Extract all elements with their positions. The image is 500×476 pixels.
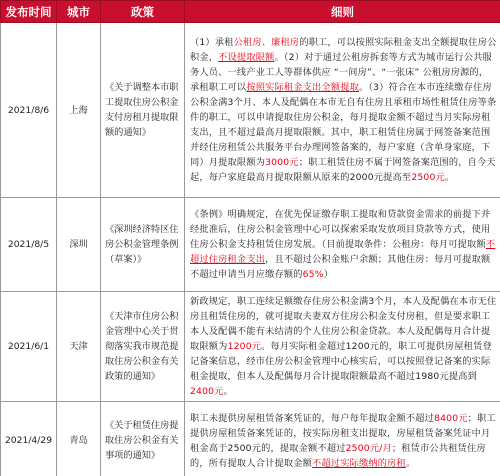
row-detail — [185, 292, 500, 402]
table-row — [1, 23, 500, 198]
row-date: 2021/4/29 — [1, 402, 57, 476]
row-policy: 《深圳经济特区住房公积金管理条例（草案）》 — [101, 198, 185, 292]
highlight-text: 1200元 — [227, 341, 262, 352]
row-policy: 《关于调整本市职工提取住房公积金支付房租月提取限额的通知》 — [101, 23, 185, 198]
header-city: 城市 — [57, 1, 101, 23]
row-detail — [185, 402, 500, 476]
row-city: 深圳 — [57, 198, 101, 292]
row-policy: 《天津市住房公积金管理中心关于贯彻落实我市规范提取住房公积金有关政策的通知》 — [101, 292, 185, 402]
row-detail — [185, 198, 500, 292]
table-header-row — [1, 1, 500, 23]
row-date: 2021/8/5 — [1, 198, 57, 292]
table-row — [1, 402, 500, 476]
detail-text: 。 — [223, 386, 233, 397]
detail-text: ；职工提供房屋租赁备案凭证的，按实际房租支出提取，房屋租赁备案凭证中月租金高于2500元的，提取金额不超过 — [190, 412, 496, 454]
detail-text: 职工未提供房屋租赁备案凭证的，每户每年提取金额不超过 — [190, 412, 435, 424]
detail-text: 。 — [405, 457, 416, 469]
highlight-text: 不超过住房租金支出 — [190, 239, 496, 265]
detail-text: （1）承租 — [190, 37, 234, 48]
row-policy: 《关于租赁住房提取住房公积金有关事项的通知》 — [101, 402, 185, 476]
row-city: 天津 — [57, 292, 101, 402]
detail-text: 《条例》明确规定，在优先保证缴存职工提取和贷款资金需求的前提下并经批准后，住房公积金管理中心可以探索采取发放项目贷款等方式，使用住房公积金支持租赁住房发展。（目前提取条件：公租房：每月可提取额 — [190, 209, 491, 250]
table-row — [1, 292, 500, 402]
table-row — [1, 198, 500, 292]
highlight-text: 2500元 — [411, 172, 445, 183]
highlight-text: 不设提取限额 — [218, 52, 275, 63]
header-date: 发布时间 — [1, 1, 57, 23]
row-city: 青岛 — [57, 402, 101, 476]
detail-text: 新政规定，职工连续足额缴存住房公积金满3个月，本人及配偶在本市无住房且租赁住房的，就可提取夫妻双方住房公积金支付房租，但是要求职工本人及配偶不能有未结清的个人住房公积金贷款。本人及配偶每月合计提取限额为 — [190, 296, 497, 352]
highlight-text: 65% — [302, 269, 324, 280]
detail-text: 。 — [444, 172, 455, 183]
detail-text: 。（2）对于通过公租房拆套等方式为城市运行公共服务人员、一线产业工人等群体供应 “一间房”、“一张床” 公租房房源的，承租职工可以 — [190, 52, 492, 93]
detail-text: 。每月实际租金超过1200元的，职工可提供房屋租赁登记备案信息，经市住房公积金管理中心核实后，可以按照登记备案的实际租金提取，但本人及配偶每月合计提取限额最高不超过1980元提高到 — [190, 341, 492, 382]
header-policy: 政策 — [101, 1, 185, 23]
row-date: 2021/8/6 — [1, 23, 57, 198]
header-detail: 细则 — [185, 1, 500, 23]
detail-text: ；租赁市公共租赁住房的，所有提取人合计提取金额 — [190, 442, 486, 469]
highlight-text: 公租房、廉租房 — [233, 37, 300, 48]
highlight-text: 3000元 — [265, 157, 299, 168]
highlight-text: 2400元 — [190, 386, 224, 397]
row-detail — [185, 23, 500, 198]
detail-text: 的职工，可以按照实际租金支出全额提取住房公积金， — [190, 37, 497, 63]
highlight-text: 2500元/月 — [345, 442, 392, 454]
row-city: 上海 — [57, 23, 101, 198]
detail-text: 。（3）符合在本市连续缴存住房公积金满3个月、本人及配偶在本市无自有住房且承租市场性租赁住房等条件的职工，可以申请提取住房公积金，每月提取金额不超过当月实际房租支出，且不超过最高月提取限额。其中，职工租赁住房属于网签备案范围并经住房租赁公共服务平台办理网签备案的，每户家庭（含单身家庭，下同）月提取限额为 — [190, 82, 497, 168]
detail-text: ，且不超过公积金账户余额；其他住房：每月可提取额不超过申请当月应缴存额的 — [190, 254, 491, 280]
detail-text: ） — [323, 269, 334, 280]
row-date: 2021/6/1 — [1, 292, 57, 402]
highlight-text: 8400元 — [434, 412, 468, 424]
highlight-text: 不超过实际缴纳的房租 — [312, 457, 406, 469]
highlight-text: 按照实际租金支出全额提取 — [246, 82, 359, 93]
detail-text: ；职工租赁住房不属于网签备案范围的，自今天起，每户家庭最高月提取限额从原来的2000元提高至 — [190, 157, 496, 183]
